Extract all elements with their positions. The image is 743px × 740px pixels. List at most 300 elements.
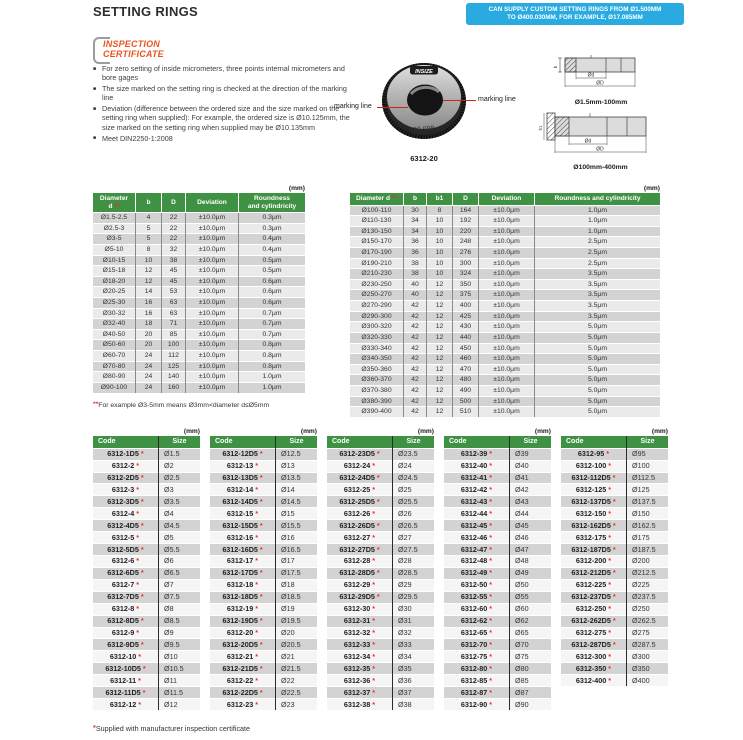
table-row <box>561 544 668 556</box>
table-row <box>93 266 305 277</box>
product-photo <box>332 52 547 168</box>
table-cell: 8 <box>427 205 453 216</box>
table-cell: Ø360-370 <box>350 375 404 386</box>
table-row <box>327 687 434 699</box>
certificate-star: * <box>376 496 380 506</box>
table-cell: 6312-14D5 * <box>210 496 276 508</box>
table-cell: Ø25.5 <box>393 496 435 508</box>
table-row <box>93 484 200 496</box>
table-cell: 63 <box>162 298 186 309</box>
table-cell: 350 <box>453 279 479 290</box>
certificate-star: * <box>489 663 493 673</box>
table-cell: 6312-150 * <box>561 508 627 520</box>
table-cell: 36 <box>404 237 427 248</box>
table-row <box>350 301 660 312</box>
table-cell: Ø320-330 <box>350 332 404 343</box>
feature-item: ■ For zero setting of inside micrometers, three points internal micrometers and bore gages <box>93 64 351 83</box>
column-header: Size <box>393 436 435 448</box>
table-cell: 6312-32 * <box>327 627 393 639</box>
table-cell: Ø50 <box>510 579 552 591</box>
table-row <box>210 508 317 520</box>
table-row <box>444 663 551 675</box>
table-cell: Ø16 <box>276 532 318 544</box>
table-cell: Ø370-380 <box>350 385 404 396</box>
table-row <box>210 555 317 567</box>
table-row <box>561 520 668 532</box>
table-cell: 0.6μm <box>239 298 306 309</box>
table-cell: Ø17 <box>276 555 318 567</box>
certificate-star: * <box>255 651 259 661</box>
column-header: Size <box>276 436 318 448</box>
technical-drawings <box>538 55 743 187</box>
table-cell: Ø60-70 <box>93 351 136 362</box>
table-cell: 6312-25 * <box>327 484 393 496</box>
table-cell: 45 <box>162 276 186 287</box>
certificate-star: * <box>259 639 263 649</box>
table-row <box>444 639 551 651</box>
table-row <box>350 237 660 248</box>
table-cell: 1.0μm <box>535 226 661 237</box>
table-row <box>93 472 200 484</box>
table-row <box>210 448 317 460</box>
table-row <box>350 258 660 269</box>
table-row <box>93 287 305 298</box>
table-cell: 20 <box>136 340 162 351</box>
table-cell: 6312-80 * <box>444 663 510 675</box>
table-cell: Ø15 <box>276 508 318 520</box>
table-cell: 0.5μm <box>239 266 306 277</box>
table-cell: Ø24.5 <box>393 472 435 484</box>
table-row <box>444 591 551 603</box>
table-cell: Ø170-190 <box>350 248 404 259</box>
unit-label: (mm) <box>417 428 434 435</box>
table-cell: Ø9 <box>159 627 201 639</box>
table-row <box>444 520 551 532</box>
table-cell: ±10.0μm <box>479 258 535 269</box>
table-cell: Ø100-110 <box>350 205 404 216</box>
certificate-star: * <box>612 473 616 483</box>
table-row <box>350 354 660 365</box>
certificate-star: * <box>255 532 259 542</box>
code-table-3 <box>327 427 434 710</box>
table-row <box>350 279 660 290</box>
table-cell: 22 <box>162 234 186 245</box>
table-row <box>93 213 305 224</box>
table-cell: 2.5μm <box>535 258 661 269</box>
table-cell: Ø87 <box>510 687 552 699</box>
table-row <box>93 508 200 520</box>
table-cell: 6312-40 * <box>444 460 510 472</box>
table-cell: 42 <box>404 396 427 407</box>
table-cell: Ø40 <box>510 460 552 472</box>
code-size-table <box>327 436 434 710</box>
table-row <box>444 484 551 496</box>
table-cell: Ø80 <box>510 663 552 675</box>
table-cell: Ø29.5 <box>393 591 435 603</box>
table-row <box>93 675 200 687</box>
table-cell: 36 <box>404 248 427 259</box>
table-row <box>93 544 200 556</box>
table-cell: Ø125 <box>627 484 669 496</box>
table-cell: 112 <box>162 351 186 362</box>
table-cell: 4 <box>136 213 162 224</box>
table-cell: Ø287.5 <box>627 639 669 651</box>
table-cell: 6312-29 * <box>327 579 393 591</box>
banner-line-2: TO Ø400.030MM, FOR EXAMPLE, Ø17.085MM <box>507 14 643 22</box>
table-cell: 6312-27D5 * <box>327 544 393 556</box>
table-cell: 6312-45 * <box>444 520 510 532</box>
table-cell: 470 <box>453 364 479 375</box>
product-model: 6312-20 <box>410 154 438 163</box>
column-header: D <box>453 193 479 205</box>
table-cell: 6312-237D5 * <box>561 591 627 603</box>
table-row <box>210 603 317 615</box>
table-row <box>561 591 668 603</box>
table-row <box>444 460 551 472</box>
table-row <box>210 544 317 556</box>
table-row <box>210 579 317 591</box>
table-cell: 6312-43 * <box>444 496 510 508</box>
table-cell: 450 <box>453 343 479 354</box>
table-cell: Ø27.5 <box>393 544 435 556</box>
certificate-star: * <box>142 663 146 673</box>
table-cell: Ø21 <box>276 651 318 663</box>
table-row <box>93 340 305 351</box>
table-cell: 6312-225 * <box>561 579 627 591</box>
column-header: Roundness and cylindricity <box>535 193 661 205</box>
certificate-star: * <box>136 556 140 566</box>
table-cell: Ø300-320 <box>350 322 404 333</box>
table-cell: 5.0μm <box>535 385 661 396</box>
table-cell: 2.5μm <box>535 248 661 259</box>
certificate-star: * <box>140 449 144 459</box>
certificate-star: * <box>255 508 259 518</box>
header-row <box>210 436 317 448</box>
certificate-star: * <box>372 532 376 542</box>
table-cell: 1.0μm <box>535 205 661 216</box>
table-cell: 0.4μm <box>239 234 306 245</box>
table-cell: Ø290-300 <box>350 311 404 322</box>
column-header: b <box>136 193 162 213</box>
table-row <box>444 579 551 591</box>
table-cell: 1.0μm <box>239 372 306 383</box>
table-row <box>93 255 305 266</box>
certificate-star: * <box>140 520 144 530</box>
column-header: Diameter d ** <box>93 193 136 213</box>
table-row <box>327 472 434 484</box>
table-row <box>93 372 305 383</box>
column-header: Deviation <box>479 193 535 205</box>
table-cell: 24 <box>136 382 162 392</box>
table-cell: 42 <box>404 364 427 375</box>
table-cell: 6312-65 * <box>444 627 510 639</box>
table-cell: 42 <box>404 301 427 312</box>
table-row <box>93 298 305 309</box>
table-cell: 490 <box>453 385 479 396</box>
table-cell: 18 <box>136 319 162 330</box>
table-cell: 22 <box>162 213 186 224</box>
table-cell: 0.7μm <box>239 329 306 340</box>
table-cell: 6312-14 * <box>210 484 276 496</box>
certificate-star: * <box>489 556 493 566</box>
unit-label: (mm) <box>651 428 668 435</box>
unit-label: (mm) <box>300 428 317 435</box>
table-cell: ±10.0μm <box>479 269 535 280</box>
table-cell: Ø390-400 <box>350 407 404 417</box>
table-cell: Ø24 <box>393 460 435 472</box>
table-cell: Ø36 <box>393 675 435 687</box>
table-cell: ±10.0μm <box>186 372 239 383</box>
table-cell: 6312-8D5 * <box>93 615 159 627</box>
certificate-star: * <box>255 604 259 614</box>
certificate-star: * <box>259 568 263 578</box>
table-row <box>350 269 660 280</box>
certificate-star: * <box>259 687 263 697</box>
table-cell: 6312-3D5 * <box>93 496 159 508</box>
table-row <box>444 675 551 687</box>
table-cell: 42 <box>404 385 427 396</box>
table-cell: 6312-26D5 * <box>327 520 393 532</box>
certificate-star: * <box>489 568 493 578</box>
table-cell: 22 <box>162 223 186 234</box>
table-cell: 192 <box>453 216 479 227</box>
table-cell: 3.5μm <box>535 311 661 322</box>
table-row <box>93 234 305 245</box>
table-cell: 12 <box>427 279 453 290</box>
table-cell: 6312-87 * <box>444 687 510 699</box>
certificate-star: * <box>372 508 376 518</box>
marking-line-label-left: marking line <box>334 103 372 110</box>
table-cell: 6312-200 * <box>561 555 627 567</box>
table-cell: Ø20-25 <box>93 287 136 298</box>
certificate-star: * <box>136 484 140 494</box>
table-cell: 20 <box>136 329 162 340</box>
brand-logo-text: INSIZE <box>415 68 433 75</box>
table-cell: ±10.0μm <box>479 311 535 322</box>
table-cell: 6312-16D5 * <box>210 544 276 556</box>
table-cell: 10 <box>427 248 453 259</box>
table-cell: 6312-100 * <box>561 460 627 472</box>
table-row <box>210 615 317 627</box>
table-cell: 248 <box>453 237 479 248</box>
table-cell: 6312-2 * <box>93 460 159 472</box>
table-cell: 6312-10 * <box>93 651 159 663</box>
cross-section-drawing-large <box>538 113 658 159</box>
table-row <box>210 663 317 675</box>
table-cell: 0.5μm <box>239 255 306 266</box>
table-row <box>210 699 317 710</box>
table-cell: ±10.0μm <box>186 244 239 255</box>
table-cell: ±10.0μm <box>479 354 535 365</box>
table-row <box>210 484 317 496</box>
certificate-star: * <box>140 568 144 578</box>
table-cell: Ø20.5 <box>276 639 318 651</box>
certificate-star: ** <box>391 195 398 202</box>
table-cell: 5.0μm <box>535 343 661 354</box>
table-cell: 6312-7D5 * <box>93 591 159 603</box>
table-cell: Ø150-170 <box>350 237 404 248</box>
table-row <box>561 532 668 544</box>
table-cell: Ø49 <box>510 567 552 579</box>
table-row <box>561 496 668 508</box>
table-cell: Ø5.5 <box>159 544 201 556</box>
table-cell: ±10.0μm <box>479 407 535 417</box>
certificate-star: * <box>255 484 259 494</box>
table-cell: 0.7μm <box>239 308 306 319</box>
certificate-star: * <box>140 592 144 602</box>
code-table-2 <box>210 427 317 710</box>
table-cell: Ø300 <box>627 651 669 663</box>
table-cell: Ø47 <box>510 544 552 556</box>
table-row <box>93 615 200 627</box>
table-cell: 12 <box>136 266 162 277</box>
spec-table-small-diameters <box>93 184 305 393</box>
table-cell: 6312-9 * <box>93 627 159 639</box>
certificate-star: * <box>608 675 612 685</box>
certificate-star: * <box>372 484 376 494</box>
table-cell: Ø200 <box>627 555 669 567</box>
table-cell: ±10.0μm <box>479 375 535 386</box>
table-cell: Ø28 <box>393 555 435 567</box>
table-row <box>350 385 660 396</box>
table-cell: 6312-13 * <box>210 460 276 472</box>
certificate-star: * <box>372 628 376 638</box>
table-cell: Ø13 <box>276 460 318 472</box>
inspection-certificate-logo <box>93 36 183 64</box>
table-cell: Ø23 <box>276 699 318 710</box>
table-cell: Ø28.5 <box>393 567 435 579</box>
table-cell: 42 <box>404 311 427 322</box>
table-cell: 6312-17D5 * <box>210 567 276 579</box>
table-cell: Ø10-15 <box>93 255 136 266</box>
certificate-star: * <box>612 520 616 530</box>
table-cell: Ø4.5 <box>159 520 201 532</box>
table-cell: Ø100 <box>627 460 669 472</box>
table-row <box>444 448 551 460</box>
table-row <box>210 591 317 603</box>
certificate-star: * <box>612 568 616 578</box>
table-cell: Ø110-130 <box>350 216 404 227</box>
table-cell: ±10.0μm <box>479 279 535 290</box>
table-cell: Ø41 <box>510 472 552 484</box>
table-cell: 6312-300 * <box>561 651 627 663</box>
table-row <box>327 579 434 591</box>
table-row <box>561 484 668 496</box>
feature-item: ■ The size marked on the setting ring is checked at the direction of the marking line <box>93 84 351 103</box>
table-cell: 6312-26 * <box>327 508 393 520</box>
column-header: b1 <box>427 193 453 205</box>
table-cell: 6312-28 * <box>327 555 393 567</box>
table-row <box>444 567 551 579</box>
certificate-star: * <box>489 508 493 518</box>
table-row <box>93 591 200 603</box>
table-row <box>210 496 317 508</box>
certificate-star: * <box>255 675 259 685</box>
dim-inner-label: Ød <box>587 72 595 79</box>
table-row <box>327 627 434 639</box>
table-cell: 24 <box>136 361 162 372</box>
unit-label: (mm) <box>288 185 305 192</box>
certificate-star: * <box>259 544 263 554</box>
table-cell: 1.0μm <box>239 382 306 392</box>
marking-line-pointer-left <box>377 107 408 108</box>
table-cell: 6312-23D5 * <box>327 448 393 460</box>
table-cell: Ø27 <box>393 532 435 544</box>
table-cell: Ø350-360 <box>350 364 404 375</box>
table-cell: Ø21.5 <box>276 663 318 675</box>
table-cell: 6312-4 * <box>93 508 159 520</box>
table-row <box>561 603 668 615</box>
column-header: Size <box>627 436 669 448</box>
certificate-star: * <box>489 473 493 483</box>
table-row <box>210 532 317 544</box>
banner-line-1: CAN SUPPLY CUSTOM SETTING RINGS FROM Ø1.500MM <box>488 6 662 13</box>
table-cell: 53 <box>162 287 186 298</box>
table-cell: 5.0μm <box>535 354 661 365</box>
certificate-star: * <box>606 449 610 459</box>
table-cell: 1.0μm <box>535 216 661 227</box>
table-row <box>561 579 668 591</box>
table-cell: 6312-212D5 * <box>561 567 627 579</box>
table-row <box>93 460 200 472</box>
table-cell: 85 <box>162 329 186 340</box>
code-table-4 <box>444 427 551 710</box>
table-cell: 0.3μm <box>239 223 306 234</box>
footnote-text: Supplied with manufacturer inspection certificate <box>95 724 251 733</box>
table-cell: 6312-5 * <box>93 532 159 544</box>
table-cell: 6312-62 * <box>444 615 510 627</box>
table-cell: 10 <box>136 255 162 266</box>
table-cell: 6312-55 * <box>444 591 510 603</box>
table-cell: 14 <box>136 287 162 298</box>
certificate-star: * <box>372 675 376 685</box>
certificate-logo-text <box>103 40 164 59</box>
certificate-star: * <box>608 508 612 518</box>
table-cell: 0.6μm <box>239 276 306 287</box>
table-row <box>444 699 551 710</box>
table-row <box>327 532 434 544</box>
header-row <box>93 436 200 448</box>
table-cell: 6312-175 * <box>561 532 627 544</box>
table-cell: 6312-22D5 * <box>210 687 276 699</box>
table-cell: 6312-28D5 * <box>327 567 393 579</box>
table-row <box>93 223 305 234</box>
table-cell: ±10.0μm <box>479 396 535 407</box>
table-cell: 6312-48 * <box>444 555 510 567</box>
table-cell: Ø75 <box>510 651 552 663</box>
table-cell: Ø9.5 <box>159 639 201 651</box>
certificate-star: * <box>259 496 263 506</box>
table-cell: 24 <box>136 372 162 383</box>
table-row <box>327 639 434 651</box>
spec-table-footnote <box>93 402 269 409</box>
table-row <box>93 361 305 372</box>
table-cell: Ø250-270 <box>350 290 404 301</box>
table-cell: Ø6.5 <box>159 567 201 579</box>
table-row <box>93 627 200 639</box>
table-cell: Ø45 <box>510 520 552 532</box>
table-row <box>93 603 200 615</box>
table-cell: Ø237.5 <box>627 591 669 603</box>
table-cell: ±10.0μm <box>479 343 535 354</box>
column-header: Code <box>561 436 627 448</box>
code-table-1 <box>93 427 200 710</box>
table-cell: Ø1.5-2.5 <box>93 213 136 224</box>
code-size-table <box>444 436 551 710</box>
table-cell: Ø330-340 <box>350 343 404 354</box>
table-cell: 6312-18D5 * <box>210 591 276 603</box>
table-cell: 6312-9D5 * <box>93 639 159 651</box>
